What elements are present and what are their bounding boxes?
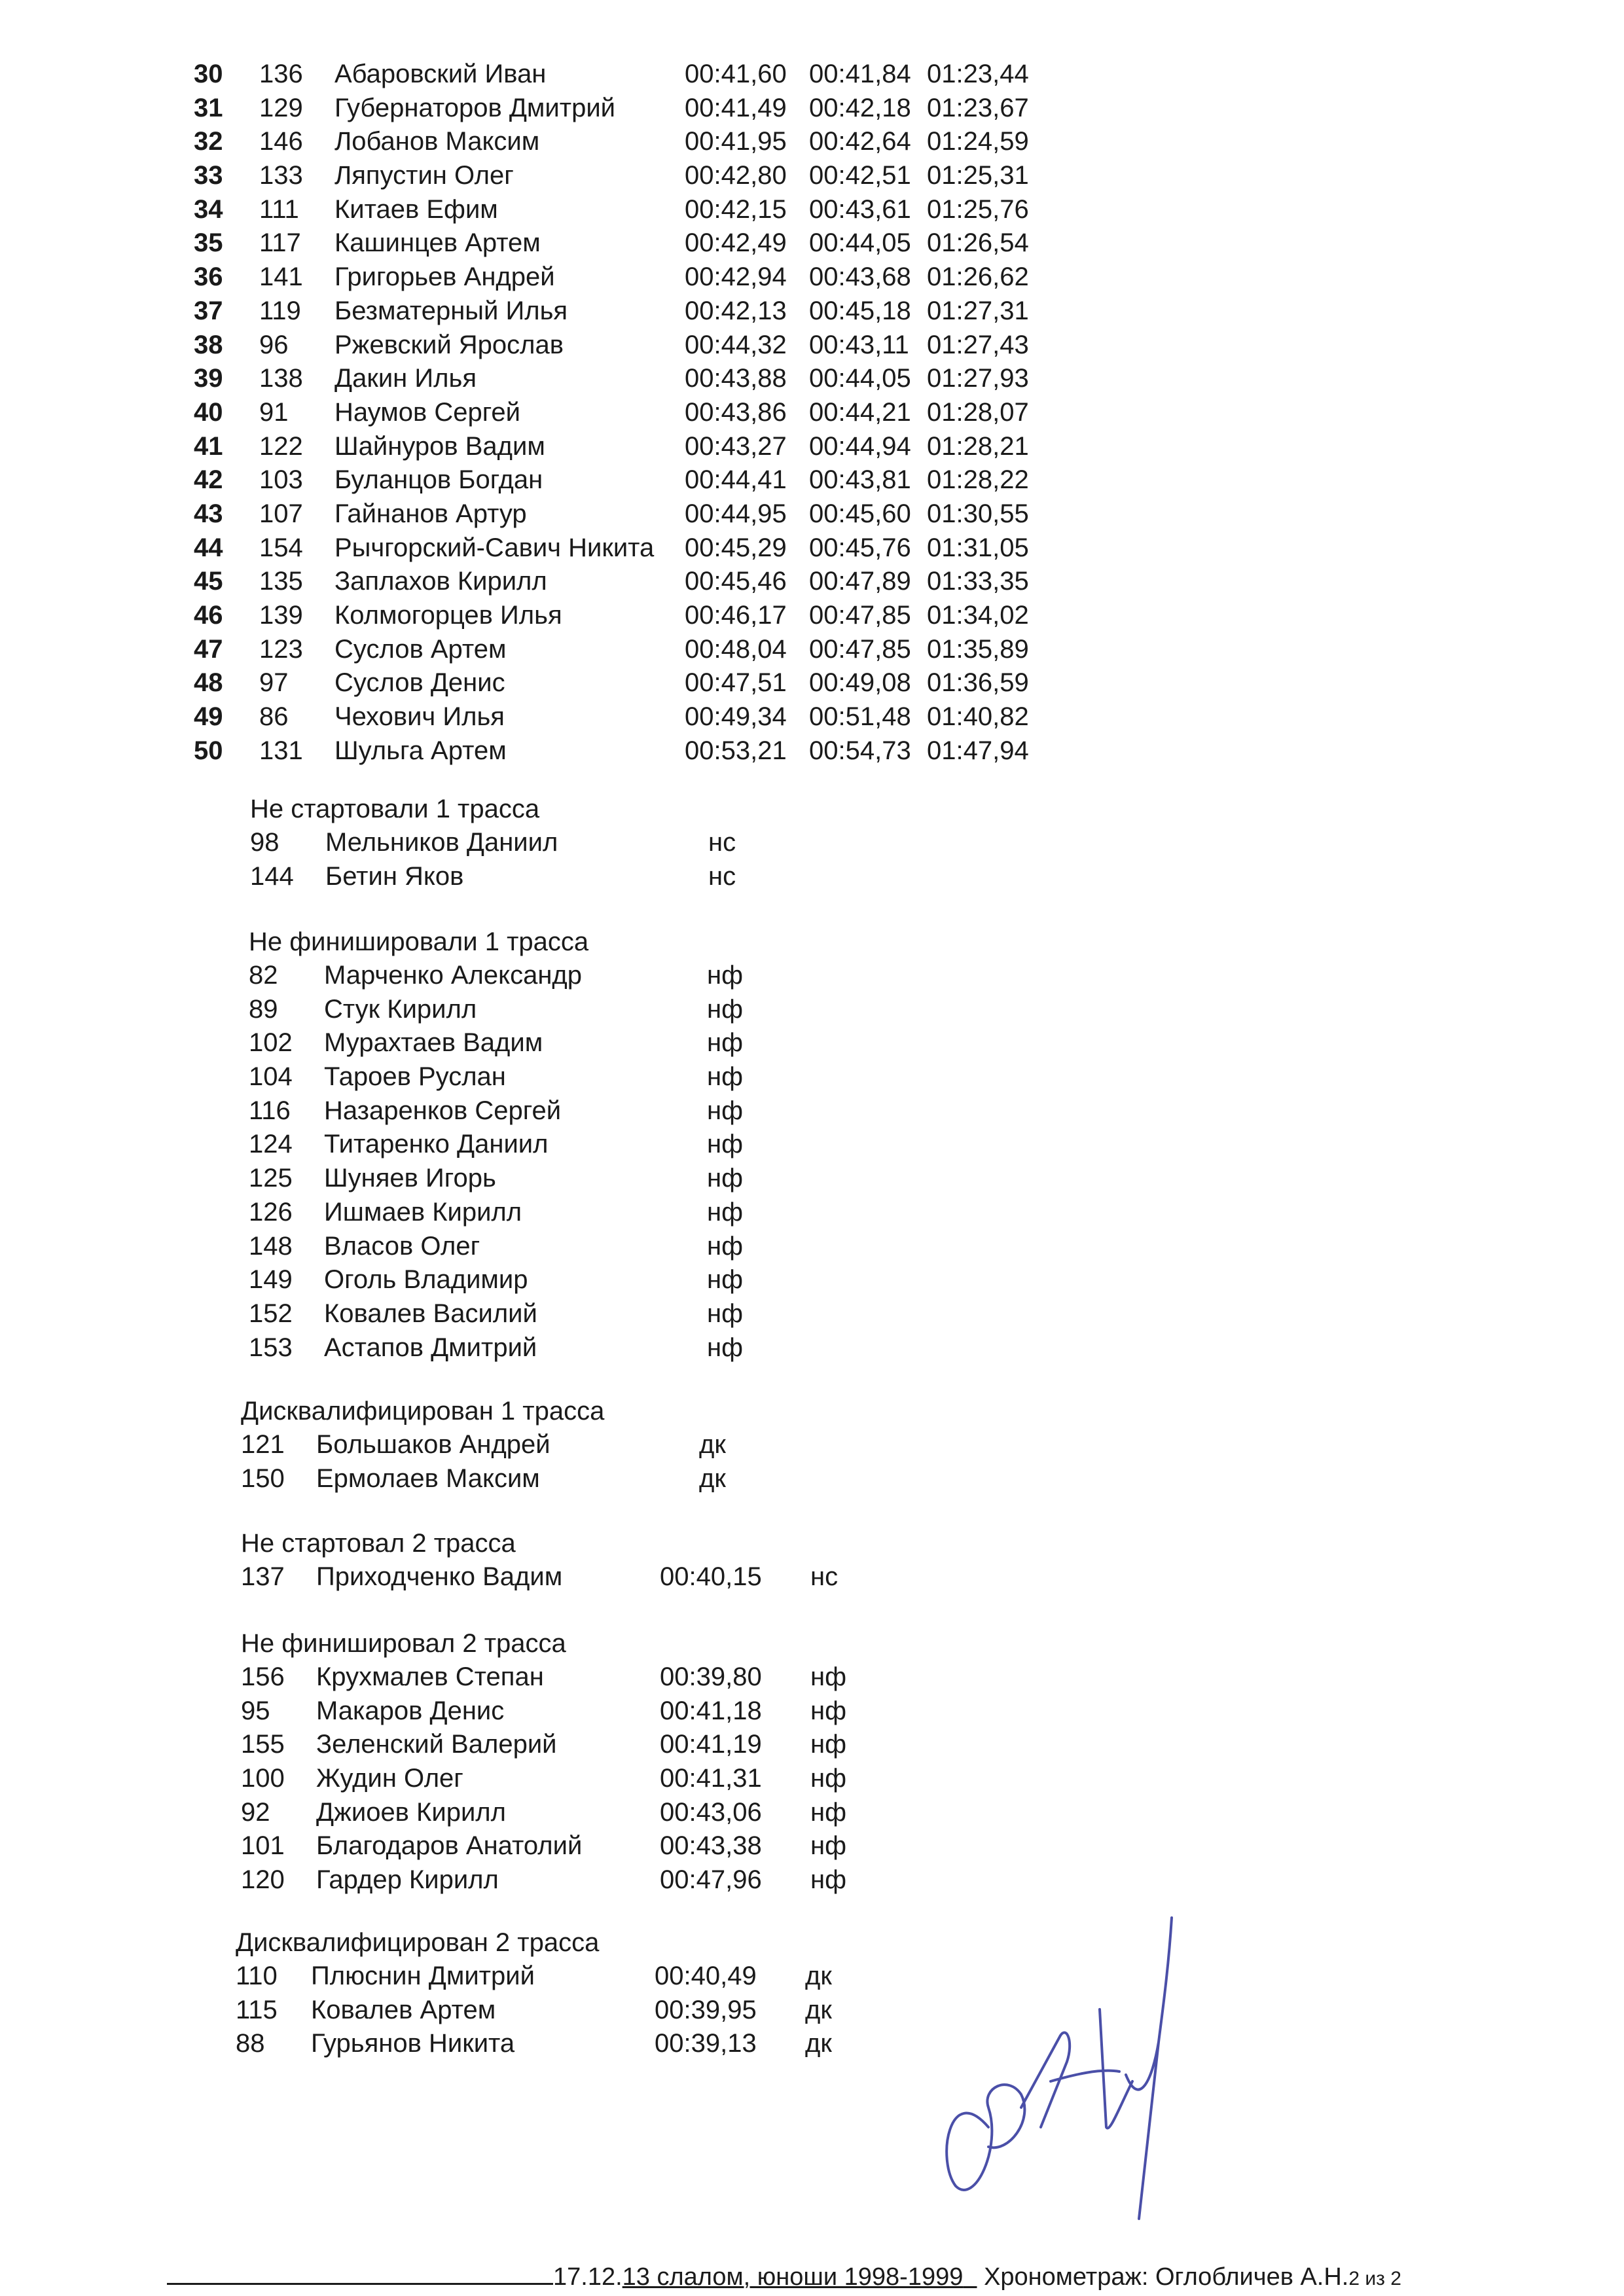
run2-time: 00:41,84 bbox=[809, 60, 911, 88]
section-heading: Не финишировали 1 трасса bbox=[249, 927, 589, 956]
athlete-name: Назаренков Сергей bbox=[324, 1096, 562, 1125]
status-code: нф bbox=[810, 1764, 846, 1793]
bib: 137 bbox=[241, 1562, 285, 1591]
section-row bbox=[249, 959, 743, 993]
athlete-name: Мурахтаев Вадим bbox=[324, 1028, 543, 1058]
total-time: 01:23,44 bbox=[927, 60, 1029, 88]
section-row bbox=[249, 1331, 743, 1365]
run2-time: 00:42,51 bbox=[809, 161, 911, 190]
total-time: 01:31,05 bbox=[927, 533, 1029, 562]
bib: 104 bbox=[249, 1062, 293, 1092]
bib: 115 bbox=[236, 1995, 278, 2024]
section-row bbox=[236, 1960, 832, 1994]
total-time: 01:34,02 bbox=[927, 601, 1029, 630]
section-row bbox=[241, 1728, 846, 1762]
run2-time: 00:42,64 bbox=[809, 127, 911, 156]
run1-time: 00:43,27 bbox=[685, 431, 787, 461]
place: 31 bbox=[194, 93, 223, 122]
athlete-name: Ковалев Артем bbox=[311, 1995, 496, 2024]
run1-time: 00:42,13 bbox=[685, 296, 787, 325]
status-code: нф bbox=[707, 1164, 743, 1193]
athlete-name: Зеленский Валерий bbox=[316, 1730, 557, 1759]
athlete-name: Ишмаев Кирилл bbox=[324, 1197, 522, 1227]
bib: 152 bbox=[249, 1299, 293, 1328]
signature-line bbox=[167, 2259, 553, 2285]
bib: 138 bbox=[259, 364, 303, 393]
section-row bbox=[250, 860, 736, 894]
athlete-name: Гайнанов Артур bbox=[334, 499, 527, 528]
athlete-name: Безматерный Илья bbox=[334, 296, 568, 325]
total-time: 01:25,76 bbox=[927, 194, 1029, 224]
section-heading: Дисквалифицирован 1 трасса bbox=[241, 1397, 605, 1426]
run1-time: 00:48,04 bbox=[685, 634, 787, 664]
place: 50 bbox=[194, 736, 223, 765]
bib: 103 bbox=[259, 465, 303, 495]
athlete-name: Приходченко Вадим bbox=[316, 1562, 563, 1591]
section-row bbox=[241, 1428, 726, 1462]
bib: 111 bbox=[259, 194, 299, 224]
athlete-name: Колмогорцев Илья bbox=[334, 601, 562, 630]
status-code: нф bbox=[707, 1231, 743, 1261]
athlete-name: Лобанов Максим bbox=[334, 127, 540, 156]
run1-time: 00:49,34 bbox=[685, 702, 787, 732]
run1-time: 00:39,13 bbox=[655, 2029, 757, 2058]
place: 39 bbox=[194, 364, 223, 393]
run2-time: 00:54,73 bbox=[809, 736, 911, 765]
athlete-name: Астапов Дмитрий bbox=[324, 1333, 537, 1362]
run1-time: 00:43,86 bbox=[685, 397, 787, 427]
section-heading: Не стартовал 2 трасса bbox=[241, 1529, 516, 1558]
place: 45 bbox=[194, 567, 223, 596]
status-code: нф bbox=[810, 1831, 846, 1861]
bib: 91 bbox=[259, 397, 289, 427]
athlete-name: Шульга Артем bbox=[334, 736, 507, 765]
status-code: нф bbox=[707, 1028, 743, 1058]
bib: 89 bbox=[249, 994, 278, 1024]
run1-time: 00:41,95 bbox=[685, 127, 787, 156]
athlete-name: Ржевский Ярослав bbox=[334, 330, 564, 359]
place: 37 bbox=[194, 296, 223, 325]
footer-event: 13 слалом, юноши 1998-1999 bbox=[622, 2263, 964, 2291]
status-code: нф bbox=[707, 1062, 743, 1092]
status-code: нс bbox=[810, 1562, 839, 1591]
place: 41 bbox=[194, 431, 223, 461]
status-code: нф bbox=[707, 1096, 743, 1125]
run2-time: 00:43,61 bbox=[809, 194, 911, 224]
place: 36 bbox=[194, 262, 223, 292]
bib: 102 bbox=[249, 1028, 293, 1058]
section-heading: Дисквалифицирован 2 трасса bbox=[236, 1928, 600, 1957]
status-code: дк bbox=[805, 2029, 832, 2058]
total-time: 01:35,89 bbox=[927, 634, 1029, 664]
section-row bbox=[249, 1094, 743, 1128]
run1-time: 00:40,49 bbox=[655, 1962, 757, 1990]
place: 38 bbox=[194, 330, 223, 359]
run2-time: 00:43,68 bbox=[809, 262, 911, 292]
status-code: нф bbox=[810, 1730, 846, 1759]
run1-time: 00:47,51 bbox=[685, 668, 787, 698]
bib: 155 bbox=[241, 1730, 285, 1759]
athlete-name: Чехович Илья bbox=[334, 702, 505, 732]
place: 48 bbox=[194, 668, 223, 698]
bib: 139 bbox=[259, 601, 303, 630]
bib: 82 bbox=[249, 961, 278, 990]
total-time: 01:40,82 bbox=[927, 702, 1029, 732]
run2-time: 00:43,11 bbox=[809, 330, 909, 359]
athlete-name: Стук Кирилл bbox=[324, 994, 477, 1024]
section-heading: Не стартовали 1 трасса bbox=[250, 795, 540, 823]
run2-time: 00:45,60 bbox=[809, 499, 911, 528]
status-code: нс bbox=[708, 861, 736, 891]
bib: 125 bbox=[249, 1164, 293, 1193]
athlete-name: Григорьев Андрей bbox=[334, 262, 555, 292]
athlete-name: Кашинцев Артем bbox=[334, 228, 541, 258]
run2-time: 00:44,05 bbox=[809, 364, 911, 393]
total-time: 01:30,55 bbox=[927, 499, 1029, 528]
athlete-name: Джиоев Кирилл bbox=[316, 1797, 506, 1827]
section-row bbox=[249, 993, 743, 1027]
status-code: нс bbox=[708, 828, 736, 857]
athlete-name: Шуняев Игорь bbox=[324, 1164, 496, 1193]
status-section bbox=[241, 1526, 839, 1594]
run1-time: 00:41,60 bbox=[685, 60, 787, 88]
place: 40 bbox=[194, 397, 223, 427]
bib: 126 bbox=[249, 1197, 293, 1227]
status-code: нф bbox=[707, 961, 743, 990]
status-code: нф bbox=[707, 1130, 743, 1159]
status-section bbox=[249, 925, 743, 1365]
status-code: нф bbox=[707, 994, 743, 1024]
run2-time: 00:47,85 bbox=[809, 601, 911, 630]
run2-time: 00:44,94 bbox=[809, 431, 911, 461]
footer-page-number: 2 из 2 bbox=[1348, 2268, 1401, 2289]
section-row bbox=[236, 1994, 832, 2028]
bib: 135 bbox=[259, 567, 303, 596]
bib: 96 bbox=[259, 330, 289, 359]
status-code: нф bbox=[810, 1865, 846, 1895]
section-row bbox=[249, 1162, 743, 1196]
bib: 131 bbox=[259, 736, 303, 765]
run1-time: 00:43,06 bbox=[660, 1797, 762, 1827]
place: 49 bbox=[194, 702, 223, 732]
run2-time: 00:42,18 bbox=[809, 93, 911, 122]
page-footer bbox=[167, 2259, 1401, 2295]
run2-time: 00:44,21 bbox=[809, 397, 911, 427]
bib: 144 bbox=[250, 861, 294, 891]
total-time: 01:26,54 bbox=[927, 228, 1029, 258]
bib: 149 bbox=[249, 1265, 293, 1295]
bib: 110 bbox=[236, 1962, 278, 1990]
run2-time: 00:45,76 bbox=[809, 533, 911, 562]
bib: 136 bbox=[259, 60, 303, 88]
athlete-name: Шайнуров Вадим bbox=[334, 431, 545, 461]
status-section bbox=[236, 1926, 832, 2061]
section-row bbox=[241, 1829, 846, 1863]
total-time: 01:47,94 bbox=[927, 736, 1029, 765]
place: 46 bbox=[194, 601, 223, 630]
total-time: 01:36,59 bbox=[927, 668, 1029, 698]
bib: 122 bbox=[259, 431, 303, 461]
run1-time: 00:39,95 bbox=[655, 1995, 757, 2024]
athlete-name: Ляпустин Олег bbox=[334, 161, 514, 190]
status-code: нф bbox=[707, 1333, 743, 1362]
bib: 141 bbox=[259, 262, 303, 292]
section-row bbox=[249, 1230, 743, 1264]
run2-time: 00:43,81 bbox=[809, 465, 911, 495]
bib: 107 bbox=[259, 499, 303, 528]
place: 47 bbox=[194, 634, 223, 664]
bib: 98 bbox=[250, 828, 280, 857]
athlete-name: Наумов Сергей bbox=[334, 397, 521, 427]
bib: 121 bbox=[241, 1430, 285, 1459]
athlete-name: Губернаторов Дмитрий bbox=[334, 93, 616, 122]
run2-time: 00:47,85 bbox=[809, 634, 911, 664]
status-code: нф bbox=[707, 1265, 743, 1295]
athlete-name: Ермолаев Максим bbox=[316, 1463, 540, 1493]
section-row bbox=[249, 1128, 743, 1162]
bib: 148 bbox=[249, 1231, 293, 1261]
place: 44 bbox=[194, 533, 223, 562]
athlete-name: Абаровский Иван bbox=[334, 60, 547, 88]
run1-time: 00:42,49 bbox=[685, 228, 787, 258]
place: 33 bbox=[194, 161, 223, 190]
athlete-name: Рычгорский-Савич Никита bbox=[334, 533, 655, 562]
run2-time: 00:51,48 bbox=[809, 702, 911, 732]
run2-time: 00:44,05 bbox=[809, 228, 911, 258]
run2-time: 00:45,18 bbox=[809, 296, 911, 325]
bib: 117 bbox=[259, 228, 301, 258]
run2-time: 00:47,89 bbox=[809, 567, 911, 596]
status-section bbox=[241, 1626, 846, 1897]
bib: 88 bbox=[236, 2029, 265, 2058]
athlete-name: Суслов Артем bbox=[334, 634, 507, 664]
place: 43 bbox=[194, 499, 223, 528]
run1-time: 00:41,31 bbox=[660, 1764, 762, 1793]
athlete-name: Марченко Александр bbox=[324, 961, 583, 990]
bib: 150 bbox=[241, 1463, 285, 1493]
total-time: 01:33,35 bbox=[927, 567, 1029, 596]
total-time: 01:28,21 bbox=[927, 431, 1029, 461]
total-time: 01:28,22 bbox=[927, 465, 1029, 495]
section-row bbox=[249, 1263, 743, 1297]
handwritten-signature bbox=[910, 1911, 1185, 2225]
section-row bbox=[241, 1863, 846, 1897]
athlete-name: Китаев Ефим bbox=[334, 194, 498, 224]
bib: 154 bbox=[259, 533, 303, 562]
run1-time: 00:46,17 bbox=[685, 601, 787, 630]
run1-time: 00:40,15 bbox=[660, 1562, 762, 1591]
run1-time: 00:41,19 bbox=[660, 1730, 762, 1759]
athlete-name: Тароев Руслан bbox=[324, 1062, 506, 1092]
bib: 101 bbox=[241, 1831, 285, 1861]
run1-time: 00:53,21 bbox=[685, 736, 787, 765]
place: 35 bbox=[194, 228, 223, 258]
bib: 124 bbox=[249, 1130, 293, 1159]
athlete-name: Гардер Кирилл bbox=[316, 1865, 499, 1895]
bib: 97 bbox=[259, 668, 289, 698]
total-time: 01:27,31 bbox=[927, 296, 1029, 325]
section-row bbox=[250, 826, 736, 860]
total-time: 01:23,67 bbox=[927, 93, 1029, 122]
run1-time: 00:43,88 bbox=[685, 364, 787, 393]
athlete-name: Жудин Олег bbox=[316, 1764, 463, 1793]
bib: 119 bbox=[259, 296, 301, 325]
athlete-name: Гурьянов Никита bbox=[311, 2029, 515, 2058]
total-time: 01:26,62 bbox=[927, 262, 1029, 292]
athlete-name: Оголь Владимир bbox=[324, 1265, 528, 1295]
athlete-name: Бетин Яков bbox=[325, 861, 464, 891]
section-row bbox=[241, 1462, 726, 1496]
total-time: 01:28,07 bbox=[927, 397, 1029, 427]
bib: 92 bbox=[241, 1797, 270, 1827]
run1-time: 00:44,41 bbox=[685, 465, 787, 495]
bib: 86 bbox=[259, 702, 289, 732]
section-row bbox=[249, 1026, 743, 1060]
section-row bbox=[249, 1060, 743, 1094]
place: 34 bbox=[194, 194, 223, 224]
run1-time: 00:39,80 bbox=[660, 1662, 762, 1691]
athlete-name: Макаров Денис bbox=[316, 1696, 505, 1725]
bib: 95 bbox=[241, 1696, 270, 1725]
status-code: дк bbox=[699, 1430, 726, 1459]
run1-time: 00:44,32 bbox=[685, 330, 787, 359]
run1-time: 00:43,38 bbox=[660, 1831, 762, 1861]
total-time: 01:25,31 bbox=[927, 161, 1029, 190]
run1-time: 00:42,94 bbox=[685, 262, 787, 292]
run1-time: 00:41,18 bbox=[660, 1696, 762, 1725]
run1-time: 00:42,80 bbox=[685, 161, 787, 190]
athlete-name: Титаренко Даниил bbox=[324, 1130, 549, 1159]
athlete-name: Большаков Андрей bbox=[316, 1430, 550, 1459]
total-time: 01:24,59 bbox=[927, 127, 1029, 156]
athlete-name: Дакин Илья bbox=[334, 364, 477, 393]
athlete-name: Власов Олег bbox=[324, 1231, 480, 1261]
bib: 120 bbox=[241, 1865, 285, 1895]
run1-time: 00:47,96 bbox=[660, 1865, 762, 1895]
section-row bbox=[241, 1660, 846, 1695]
athlete-name: Буланцов Богдан bbox=[334, 465, 543, 495]
status-section bbox=[241, 1394, 726, 1496]
athlete-name: Благодаров Анатолий bbox=[316, 1831, 583, 1861]
status-code: нф bbox=[810, 1662, 846, 1691]
place: 32 bbox=[194, 127, 223, 156]
bib: 146 bbox=[259, 127, 303, 156]
run1-time: 00:42,15 bbox=[685, 194, 787, 224]
athlete-name: Заплахов Кирилл bbox=[334, 567, 547, 596]
status-code: нф bbox=[707, 1197, 743, 1227]
section-row bbox=[249, 1297, 743, 1331]
bib: 129 bbox=[259, 93, 303, 122]
status-code: нф bbox=[810, 1696, 846, 1725]
athlete-name: Плюснин Дмитрий bbox=[311, 1962, 535, 1990]
bib: 116 bbox=[249, 1096, 291, 1125]
section-row bbox=[241, 1762, 846, 1796]
athlete-name: Суслов Денис bbox=[334, 668, 505, 698]
status-code: дк bbox=[805, 1962, 832, 1990]
bib: 123 bbox=[259, 634, 303, 664]
bib: 156 bbox=[241, 1662, 285, 1691]
run1-time: 00:41,49 bbox=[685, 93, 787, 122]
status-code: дк bbox=[805, 1995, 832, 2024]
section-row bbox=[249, 1196, 743, 1230]
status-section bbox=[250, 792, 736, 893]
total-time: 01:27,43 bbox=[927, 330, 1029, 359]
run1-time: 00:45,46 bbox=[685, 567, 787, 596]
section-row bbox=[236, 2027, 832, 2061]
run1-time: 00:44,95 bbox=[685, 499, 787, 528]
status-code: нф bbox=[707, 1299, 743, 1328]
status-code: нф bbox=[810, 1797, 846, 1827]
bib: 100 bbox=[241, 1764, 285, 1793]
footer-date: 17.12. bbox=[553, 2263, 623, 2291]
footer-timing: Хронометраж: Оглобличев А.Н. bbox=[984, 2263, 1349, 2291]
section-heading: Не финишировал 2 трасса bbox=[241, 1629, 566, 1658]
athlete-name: Крухмалев Степан bbox=[316, 1662, 544, 1691]
run2-time: 00:49,08 bbox=[809, 668, 911, 698]
total-time: 01:27,93 bbox=[927, 364, 1029, 393]
place: 30 bbox=[194, 60, 223, 88]
place: 42 bbox=[194, 465, 223, 495]
athlete-name: Ковалев Василий bbox=[324, 1299, 537, 1328]
section-row bbox=[241, 1560, 839, 1594]
bib: 133 bbox=[259, 161, 303, 190]
status-code: дк bbox=[699, 1463, 726, 1493]
section-row bbox=[241, 1796, 846, 1830]
section-row bbox=[241, 1695, 846, 1729]
bib: 153 bbox=[249, 1333, 293, 1362]
athlete-name: Мельников Даниил bbox=[325, 828, 558, 857]
run1-time: 00:45,29 bbox=[685, 533, 787, 562]
